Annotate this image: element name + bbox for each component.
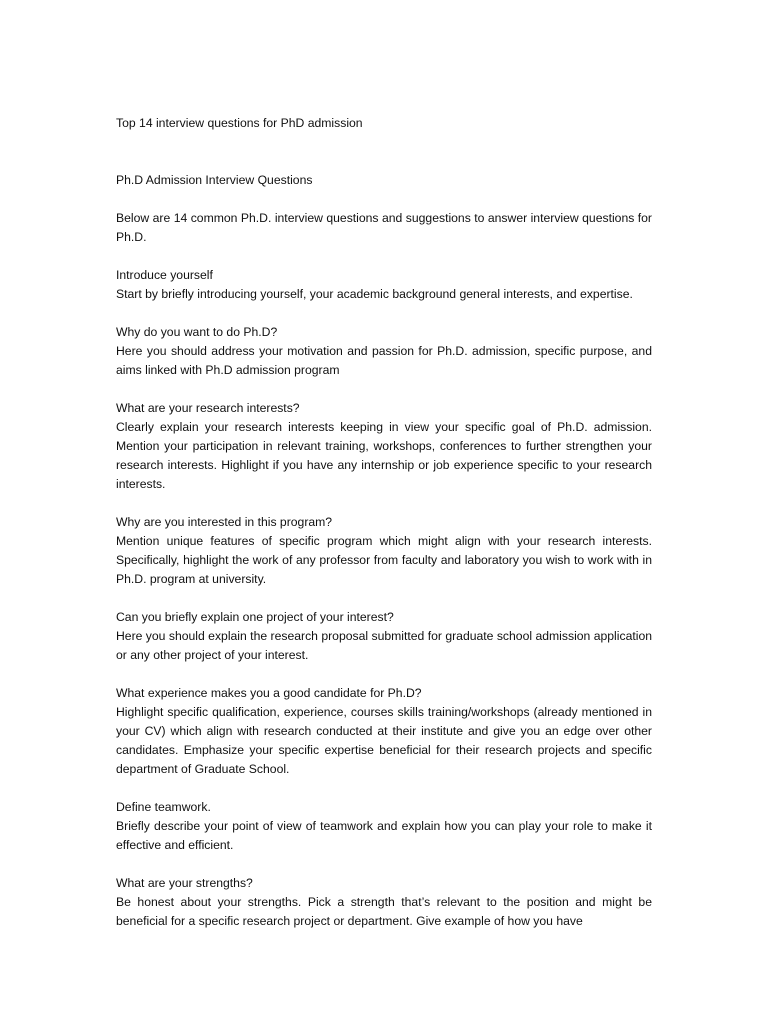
qa-item (116, 513, 652, 589)
qa-item (116, 266, 652, 304)
intro-paragraph: Below are 14 common Ph.D. interview questions and suggestions to answer interview questions for Ph.D. (116, 211, 652, 244)
qa-item (116, 399, 652, 494)
answer-paragraph: Be honest about your strengths. Pick a strength that’s relevant to the position and might be beneficial for a specific research project or department. Give example of how you have (116, 895, 652, 928)
qa-item (116, 323, 652, 380)
answer-paragraph: Highlight specific qualification, experience, courses skills training/workshops (already mentioned in your CV) which align with research conducted at their institute and give you an edge over other candidates. Emphasize your specific expertise beneficial for their research projects and specific department of Graduate School. (116, 705, 652, 776)
qa-item (116, 874, 652, 931)
qa-item (116, 684, 652, 779)
answer-paragraph: Briefly describe your point of view of teamwork and explain how you can play your role to make it effective and efficient. (116, 819, 652, 852)
question-heading: Introduce yourself (116, 268, 213, 282)
answer-paragraph: Here you should explain the research proposal submitted for graduate school admission application or any other project of your interest. (116, 629, 652, 662)
question-heading: Can you briefly explain one project of your interest? (116, 610, 394, 624)
qa-item (116, 608, 652, 665)
question-heading: What are your strengths? (116, 876, 253, 890)
answer-paragraph: Start by briefly introducing yourself, your academic background general interests, and expertise. (116, 287, 633, 301)
document-body (116, 114, 652, 950)
answer-paragraph: Clearly explain your research interests keeping in view your specific goal of Ph.D. admission. Mention your participation in relevant training, workshops, conferences to further strengthen your research interests. Highlight if you have any internship or job experience specific to your research interests. (116, 420, 652, 491)
question-heading: What are your research interests? (116, 401, 300, 415)
document-title: Top 14 interview questions for PhD admission (116, 116, 363, 130)
section-heading: Ph.D Admission Interview Questions (116, 173, 313, 187)
question-heading: Define teamwork. (116, 800, 211, 814)
answer-paragraph: Mention unique features of specific program which might align with your research interests. Specifically, highlight the work of any professor from faculty and laboratory you wish to work with in Ph.D. program at university. (116, 534, 652, 586)
question-heading: Why do you want to do Ph.D? (116, 325, 278, 339)
qa-item (116, 798, 652, 855)
question-heading: Why are you interested in this program? (116, 515, 333, 529)
answer-paragraph: Here you should address your motivation and passion for Ph.D. admission, specific purpose, and aims linked with Ph.D admission program (116, 344, 652, 377)
question-heading: What experience makes you a good candidate for Ph.D? (116, 686, 422, 700)
